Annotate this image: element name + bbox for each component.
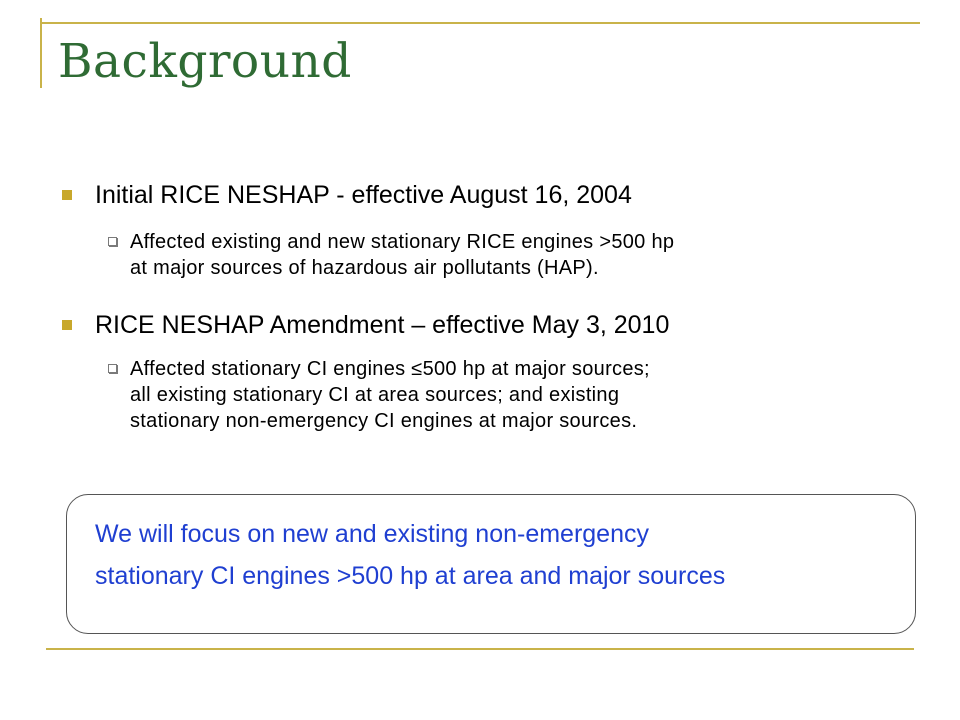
frame-left-line (40, 18, 42, 88)
bullet-2-text: RICE NESHAP Amendment – effective May 3, 2010 (95, 311, 670, 339)
frame-top-line (40, 22, 920, 24)
hollow-square-bullet-icon (108, 364, 117, 373)
square-bullet-icon (62, 190, 72, 200)
hollow-square-bullet-icon (108, 237, 117, 246)
callout-box (66, 494, 916, 634)
callout-line-2: stationary CI engines >500 hp at area and major sources (95, 562, 726, 590)
square-bullet-icon (62, 320, 72, 330)
slide-title: Background (58, 34, 352, 89)
callout-line-1: We will focus on new and existing non-emergency (95, 520, 649, 548)
sub-bullet-2-line-1: Affected stationary CI engines ≤500 hp at major sources; (130, 358, 650, 380)
sub-bullet-1-line-1: Affected existing and new stationary RICE engines >500 hp (130, 231, 675, 253)
frame-bottom-line (46, 648, 914, 650)
sub-bullet-2-line-3: stationary non-emergency CI engines at major sources. (130, 410, 638, 432)
sub-bullet-1-line-2: at major sources of hazardous air pollutants (HAP). (130, 257, 599, 279)
bullet-1-text: Initial RICE NESHAP - effective August 16, 2004 (95, 181, 632, 209)
sub-bullet-2-line-2: all existing stationary CI at area sources; and existing (130, 384, 620, 406)
